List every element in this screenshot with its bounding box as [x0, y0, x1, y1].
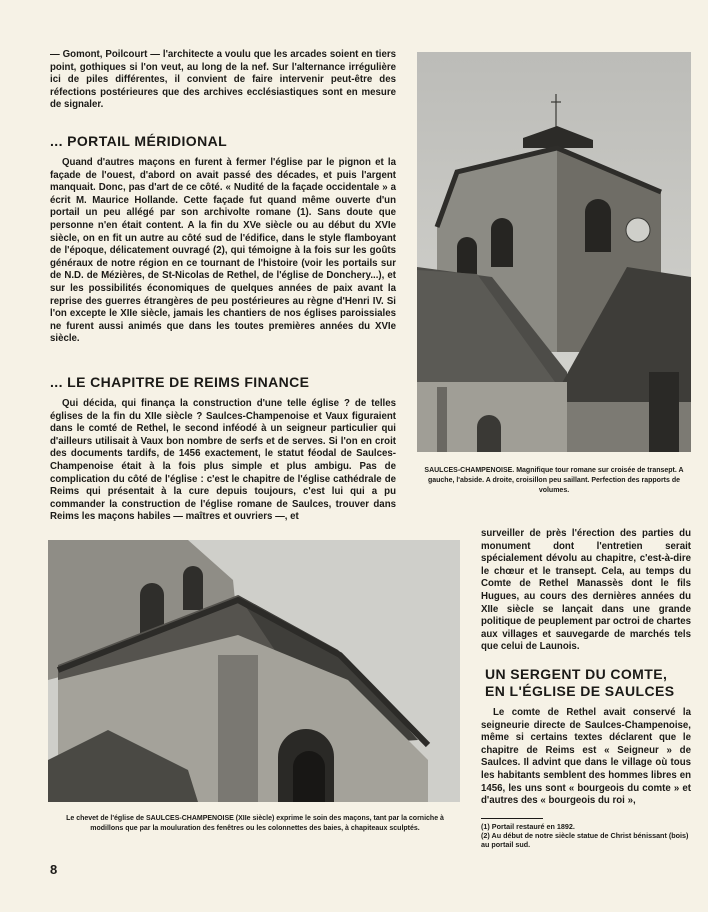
paragraph-surveiller: surveiller de près l'érection des parties du monument dont l'entretien serait spécialement dévolu au chapitre, c'est-à-dire le chœur et le transept. Cela, au temps du Comte de Rethel Manassès dont le fils Hugues, au cours des dernières années du XIIe siècle se lançait dans une grande politique de peuplement par octroi de chartes aux villages et sauvegarde de marchés tels que celui de Launois. [481, 528, 691, 653]
caption-tower-photo: SAULCES-CHAMPENOISE. Magnifique tour romane sur croisée de transept. A gauche, l'abside. A droite, croisillon peu saillant. Perfection des rapports de volumes. [424, 467, 684, 494]
tower-illustration [417, 52, 691, 452]
footnote-divider [481, 818, 543, 819]
page-number: 8 [50, 862, 58, 877]
chevet-illustration [48, 540, 460, 802]
photo-chevet [48, 540, 460, 802]
heading-sergent-line1: UN SERGENT DU COMTE, [485, 666, 668, 682]
paragraph-portail: Quand d'autres maçons en furent à fermer l'église par le pignon et la façade de l'ouest, d'abord on avait passé des décades, et puis l'argent manquait. Donc, pas d'art de ce côté. « Nudité de la façade occidentale » a écrit M. Maurice Hollande. Cette façade fut quand même ouverte d'un portail un peu allégé par son archivolte romane (1). Sans doute que personne n'en était content. A la fin du XVe siècle ou au début du XVIe siècle, on en fit un autre au côté sud de l'édifice, dans le style flamboyant de l'époque, délicatement ouvragé (2), qui témoigne à la fois sur les goûts généraux de notre région en ce tournant de l'histoire (voir les portails sur de N.D. de Mézières, de St-Nicolas de Rethel, de l'église de Donchery...), et sur les possibilités économiques de quelques années de paix avant la reprise des guerres étrangères de peu postérieures au règne d'Henri IV. Si l'on excepte le XIIe siècle, jamais les chantiers de nos églises paroissiales ne furent aussi animés que dans les toutes premières années du XVIe siècle. [50, 157, 396, 345]
footnote-1: (1) Portail restauré en 1892. [481, 822, 575, 831]
caption-chevet-photo: Le chevet de l'église de SAULCES-CHAMPENOISE (XIIe siècle) exprime le soin des maçons, tant par la corniche à modillons que par la mouluration des fenêtres ou les colonnettes des baies, à chapiteaux sculptés. [66, 815, 444, 832]
heading-sergent-line2: EN L'ÉGLISE DE SAULCES [485, 683, 675, 699]
heading-chapitre-reims: ... LE CHAPITRE DE REIMS FINANCE [50, 374, 310, 390]
intro-paragraph: — Gomont, Poilcourt — l'architecte a voulu que les arcades soient en tiers point, gothiques si l'on veut, au long de la nef. Sur l'alternance irrégulière ici de piles différentes, il convient de faire intervenir peut-être des réfections postérieures que des archives ecclésiastiques sont en mesure de signaler. [50, 49, 396, 111]
heading-sergent-comte [485, 666, 675, 700]
paragraph-chapitre: Qui décida, qui finança la construction d'une telle église ? de telles églises de la fin du XIIe siècle ? Saulces-Champenoise et Vaux figuraient dans le comté de Rethel, le second inféodé à un seigneur particulier qui d'ailleurs utilisait à Vaux bon nombre de serfs et de serves. Si l'on en croit des documents tardifs, de 1456 exactement, le statut féodal de Saulces-Champenoise était à la fois plus simple et plus ambigu. Pas de complication du côté de l'église : c'est le chapitre de l'église cathédrale de Reims qui présentait à la cure depuis toujours, c'est lui qui a pu commander la construction de l'église romane de Saulces, trouver dans Reims les maçons habiles — maîtres et ouvriers —, et [50, 398, 396, 523]
heading-portail-meridional: ... PORTAIL MÉRIDIONAL [50, 133, 228, 149]
footnote-2: (2) Au début de notre siècle statue de Christ bénissant (bois) au portail sud. [481, 831, 689, 849]
paragraph-comte-rethel: Le comte de Rethel avait conservé la seigneurie directe de Saulces-Champenoise, même si certains textes déclarent que le chapitre de Reims est « Seigneur » de Saulces. Il advint que dans le village où tous les habitants semblent des hommes libres en 1456, les uns sont « bourgeois du comte » et d'autres des « bourgeois du roi », [481, 707, 691, 807]
photo-romanesque-tower [417, 52, 691, 452]
